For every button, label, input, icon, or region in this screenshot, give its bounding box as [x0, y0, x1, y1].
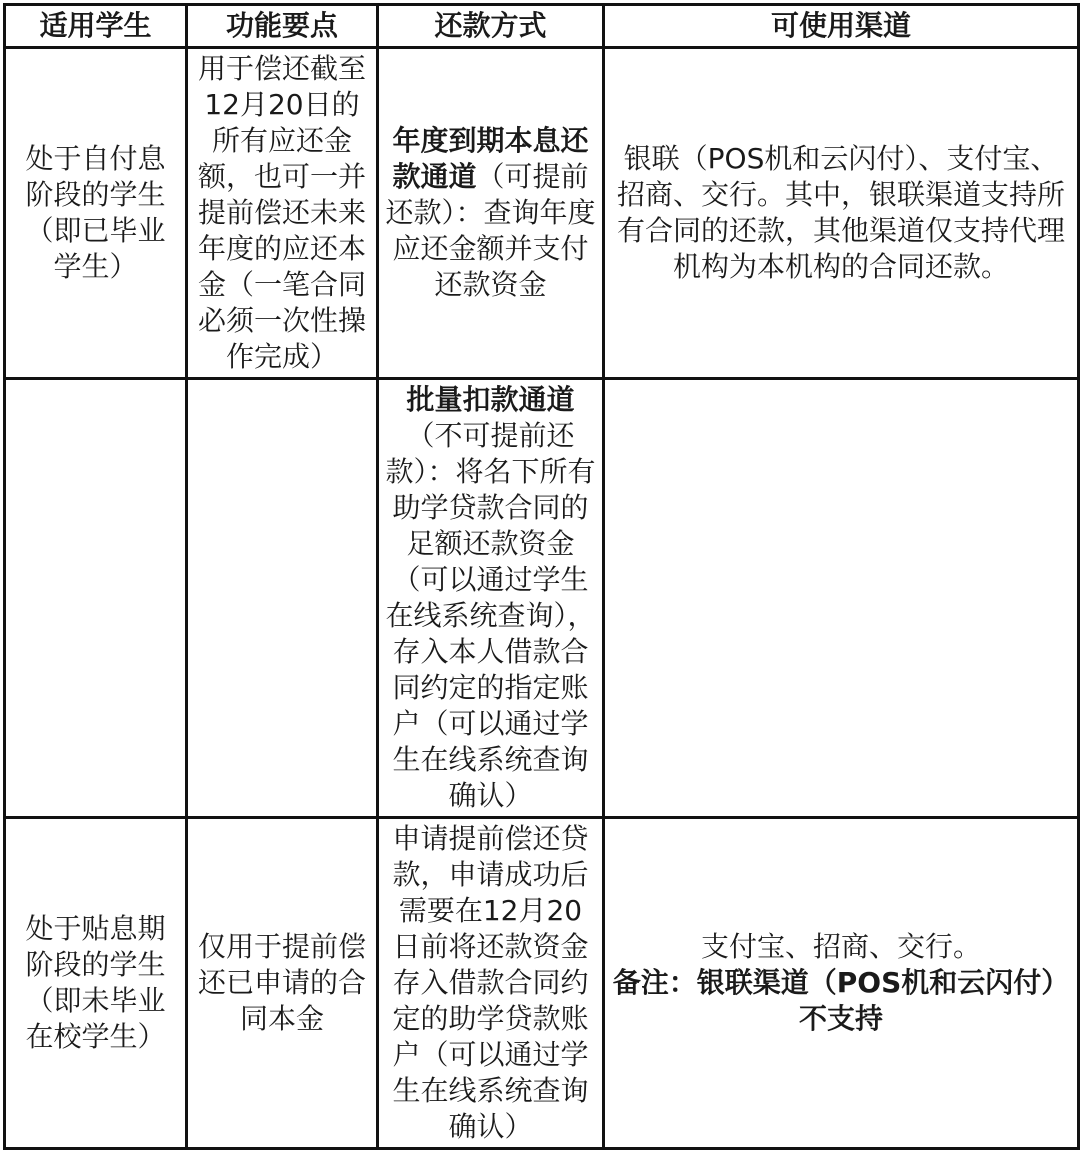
feature-cell: [187, 379, 378, 818]
channel-note: 备注：银联渠道（POS机和云闪付）不支持: [612, 966, 1070, 1035]
student-cell: [5, 379, 187, 818]
header-student: 适用学生: [5, 5, 187, 48]
method-detail: （不可提前还款）：将名下所有助学贷款合同的足额还款资金（可以通过学生在线系统查询），存入本人借款合同约定的指定账户（可以通过学生在线系统查询确认）: [385, 419, 596, 812]
method-detail: （可提前还款）：查询年度应还金额并支付还款资金: [385, 160, 596, 301]
channel-cell: 银联（POS机和云闪付）、支付宝、招商、交行。其中，银联渠道支持所有合同的还款，其他渠道仅支持代理机构为本机构的合同还款。: [604, 48, 1079, 379]
table-header-row: [5, 5, 1079, 48]
repayment-table: [3, 3, 1080, 1150]
method-cell: [378, 818, 604, 1149]
method-cell: [378, 48, 604, 379]
method-title: 批量扣款通道: [406, 383, 575, 416]
student-cell: 处于贴息期阶段的学生（即未毕业在校学生）: [5, 818, 187, 1149]
table-row: [5, 48, 1079, 379]
feature-cell: 仅用于提前偿还已申请的合同本金: [187, 818, 378, 1149]
channel-text: 支付宝、招商、交行。: [700, 930, 981, 963]
table-row: [5, 818, 1079, 1149]
feature-cell: 用于偿还截至12月20日的所有应还金额，也可一并提前偿还未来年度的应还本金（一笔合同必须一次性操作完成）: [187, 48, 378, 379]
table-row: [5, 379, 1079, 818]
header-feature: 功能要点: [187, 5, 378, 48]
method-detail: 申请提前偿还贷款，申请成功后需要在12月20日前将还款资金存入借款合同约定的助学贷款账户（可以通过学生在线系统查询确认）: [392, 822, 589, 1143]
channel-cell: [604, 379, 1079, 818]
channel-cell: [604, 818, 1079, 1149]
header-method: 还款方式: [378, 5, 604, 48]
header-channel: 可使用渠道: [604, 5, 1079, 48]
method-cell: [378, 379, 604, 818]
student-cell: 处于自付息阶段的学生（即已毕业学生）: [5, 48, 187, 379]
method-title: 年度到期本息还款通道: [392, 124, 589, 193]
